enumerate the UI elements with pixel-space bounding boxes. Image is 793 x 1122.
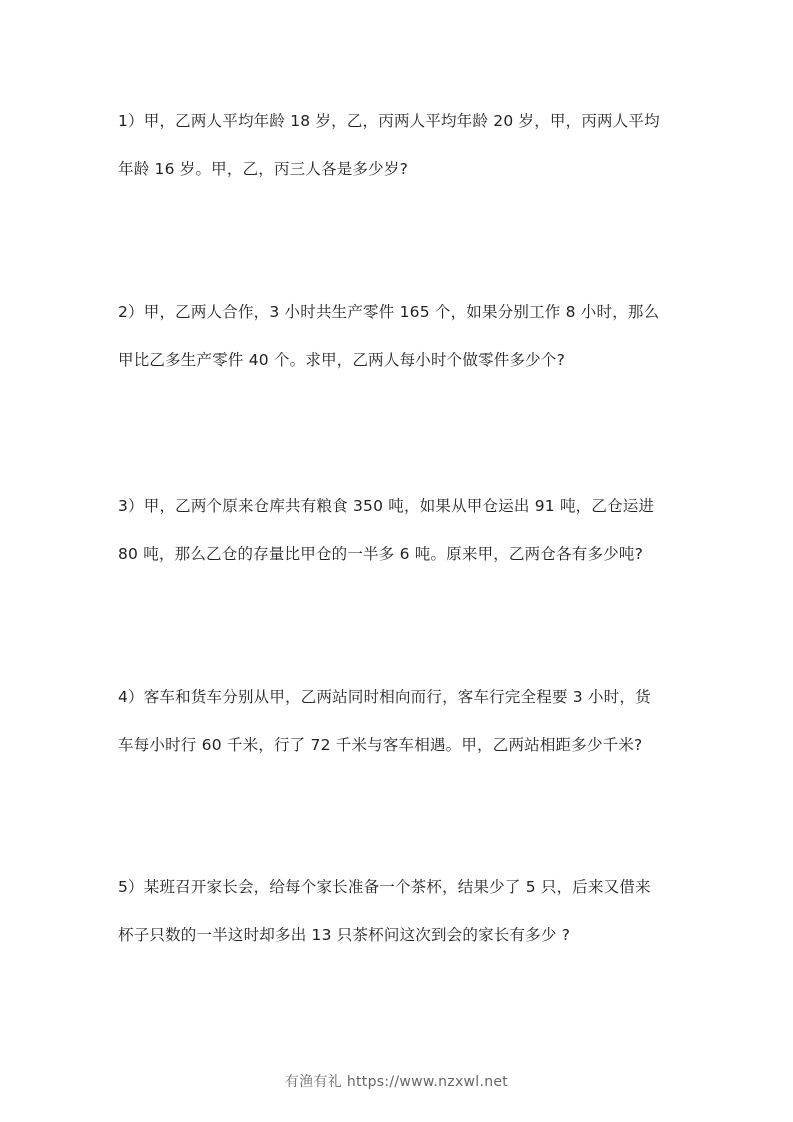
question-1-line-2: 年龄 16 岁。甲，乙，丙三人各是多少岁? [118,160,409,178]
question-4-line-2: 车每小时行 60 千米，行了 72 千米与客车相遇。甲，乙两站相距多少千米? [118,736,643,754]
footer-watermark: 有渔有礼 https://www.nzxwl.net [284,1074,509,1090]
question-3-line-2: 80 吨，那么乙仓的存量比甲仓的一半多 6 吨。原来甲，乙两仓各有多少吨? [118,545,643,563]
question-4-line-1: 4）客车和货车分别从甲，乙两站同时相向而行，客车行完全程要 3 小时，货 [118,688,651,706]
question-2-line-1: 2）甲，乙两人合作，3 小时共生产零件 165 个，如果分别工作 8 小时，那么 [118,303,660,321]
question-5-line-2: 杯子只数的一半这时却多出 13 只茶杯问这次到会的家长有多少 ? [118,926,571,944]
question-3-line-1: 3）甲，乙两个原来仓库共有粮食 350 吨，如果从甲仓运出 91 吨，乙仓运进 [118,497,655,515]
question-2-line-2: 甲比乙多生产零件 40 个。求甲，乙两人每小时个做零件多少个? [118,351,566,369]
question-5-line-1: 5）某班召开家长会，给每个家长准备一个茶杯，结果少了 5 只，后来又借来 [118,878,651,896]
question-1-line-1: 1）甲，乙两人平均年龄 18 岁，乙，丙两人平均年龄 20 岁，甲，丙两人平均 [118,112,660,130]
